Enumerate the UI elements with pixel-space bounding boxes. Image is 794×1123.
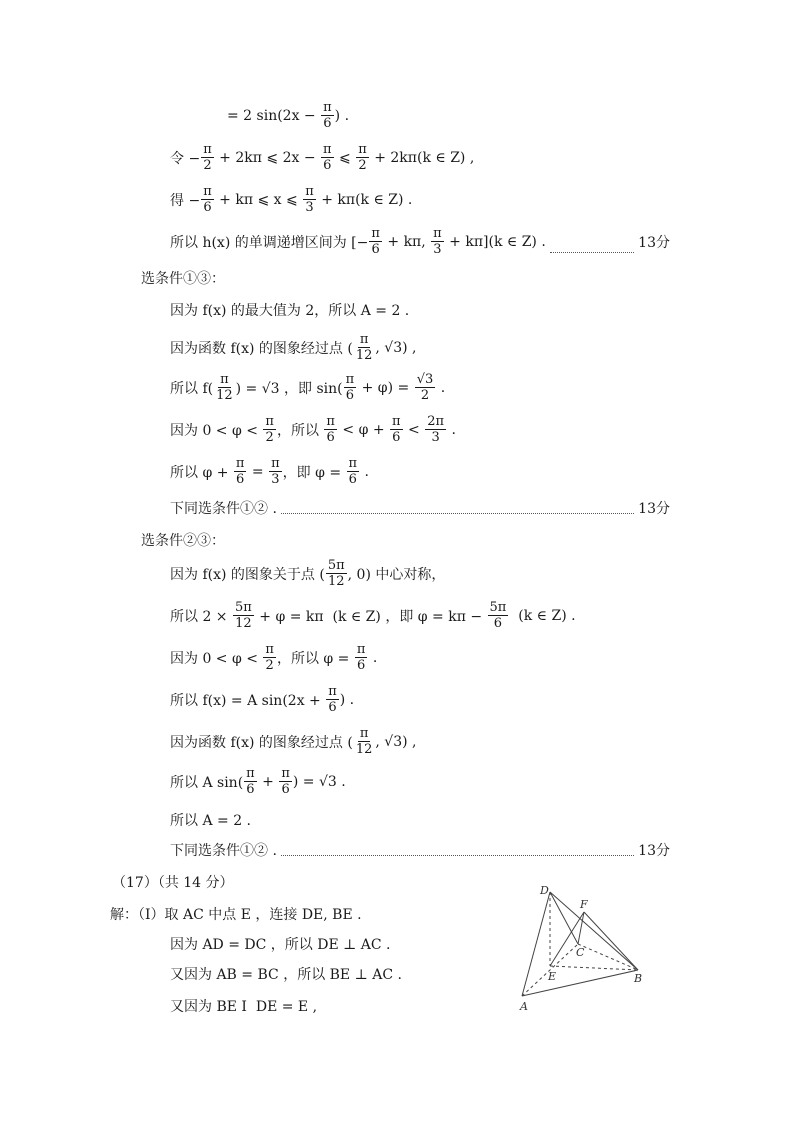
text: 又因为 AB = BC ，所以 BE ⊥ AC . xyxy=(170,967,402,983)
numerator: π xyxy=(323,142,332,157)
score-label: 13分 xyxy=(638,843,670,859)
dot-leader xyxy=(550,242,634,253)
fraction xyxy=(415,372,436,403)
text: , 0) 中心对称， xyxy=(347,566,446,583)
text: 又因为 BE I DE = E , xyxy=(170,999,318,1015)
fraction xyxy=(356,142,369,173)
denominator: 6 xyxy=(323,158,332,173)
text: + φ = kπ (k ∈ Z) ，即 φ = kπ − xyxy=(254,608,487,625)
text: 得 − xyxy=(170,192,201,209)
fraction xyxy=(321,100,334,131)
denominator: 3 xyxy=(305,200,314,215)
edge-FB xyxy=(584,912,638,970)
fraction xyxy=(303,184,316,215)
text-line xyxy=(170,934,391,954)
text-line xyxy=(170,300,409,320)
fraction xyxy=(321,142,334,173)
numerator: π xyxy=(220,372,229,387)
fraction xyxy=(269,456,282,487)
score-label: 13分 xyxy=(638,234,670,251)
denominator: 12 xyxy=(355,348,373,363)
text: . xyxy=(447,421,456,438)
fraction xyxy=(263,414,276,445)
label-A: A xyxy=(520,1000,528,1013)
numerator: 5π xyxy=(235,600,252,615)
fraction xyxy=(390,414,403,445)
text-line-score xyxy=(170,498,670,518)
text: < φ + xyxy=(337,421,390,438)
numerator: π xyxy=(323,100,332,115)
text: 因为 AD = DC ，所以 DE ⊥ AC . xyxy=(170,937,391,953)
text: 因为 f(x) 的图象关于点 ( xyxy=(170,566,325,583)
formula-line-2 xyxy=(170,142,474,173)
text: = xyxy=(247,463,269,480)
formula-line-13 xyxy=(170,558,445,589)
fraction xyxy=(431,226,444,257)
dot-leader xyxy=(281,845,634,856)
text: ) = √3 . xyxy=(292,773,346,790)
text: 下同选条件①② . xyxy=(170,501,277,517)
numerator: π xyxy=(348,456,358,471)
fraction xyxy=(326,684,339,715)
formula-line-9 xyxy=(170,414,456,445)
formula-line-10 xyxy=(170,456,369,487)
denominator: 12 xyxy=(355,742,373,757)
text-line xyxy=(110,904,362,924)
text-line-score xyxy=(170,840,670,860)
fraction xyxy=(347,456,360,487)
formula-line-17 xyxy=(170,726,416,757)
text: + kπ](k ∈ Z) . xyxy=(444,233,546,250)
text: + φ) = xyxy=(357,379,414,396)
text: < xyxy=(403,421,425,438)
numerator: π xyxy=(203,184,212,199)
text: ) . xyxy=(339,691,355,708)
denominator: 6 xyxy=(345,388,355,403)
fraction xyxy=(488,600,509,631)
text: 选条件①③： xyxy=(141,271,225,287)
fraction xyxy=(344,372,357,403)
numerator: π xyxy=(235,456,245,471)
section-heading xyxy=(141,530,225,550)
text: + 2kπ ⩽ 2x − xyxy=(214,149,321,166)
edge-DC xyxy=(550,892,578,944)
numerator: π xyxy=(203,142,212,157)
edge-AB xyxy=(522,970,638,996)
numerator: π xyxy=(326,414,335,429)
text: 选条件②③： xyxy=(141,533,225,549)
denominator: 6 xyxy=(246,782,255,797)
fraction xyxy=(201,142,214,173)
text: ，所以 xyxy=(276,422,324,439)
denominator: 2 xyxy=(265,658,274,673)
text-line xyxy=(170,964,402,984)
numerator: π xyxy=(246,766,255,781)
problem-heading xyxy=(112,872,234,892)
label-D: D xyxy=(540,884,549,897)
denominator: 2 xyxy=(203,158,212,173)
text: 因为 0 < φ < xyxy=(170,422,263,439)
label-E: E xyxy=(548,970,557,983)
text: （17）（共 14 分） xyxy=(112,875,234,891)
text: + kπ, xyxy=(382,233,431,250)
text: 所以 f(x) = A sin(2x + xyxy=(170,692,326,709)
text: . xyxy=(436,379,446,396)
text: 下同选条件①② . xyxy=(170,843,277,859)
numerator: π xyxy=(359,726,369,741)
numerator: π xyxy=(359,332,369,347)
denominator: 6 xyxy=(328,700,337,715)
numerator: π xyxy=(371,226,380,241)
formula-line-3 xyxy=(170,184,412,215)
label-C: C xyxy=(576,946,585,959)
denominator: 6 xyxy=(281,782,290,797)
denominator: 3 xyxy=(433,242,442,257)
text-line xyxy=(170,996,317,1016)
fraction xyxy=(233,600,254,631)
text: ⩽ xyxy=(334,149,356,166)
denominator: 6 xyxy=(392,430,401,445)
numerator: 2π xyxy=(427,414,445,429)
dot-leader xyxy=(281,503,634,514)
formula-line-4 xyxy=(170,226,670,257)
edge-CB-dashed xyxy=(578,944,638,970)
fraction xyxy=(201,184,214,215)
text: 所以 f( xyxy=(170,380,214,397)
fraction xyxy=(263,642,276,673)
denominator: 12 xyxy=(327,574,345,589)
edge-DA xyxy=(522,892,550,996)
denominator: 6 xyxy=(371,242,380,257)
numerator: π xyxy=(265,414,274,429)
fraction xyxy=(324,414,337,445)
denominator: 6 xyxy=(203,200,212,215)
text-line xyxy=(170,810,251,830)
numerator: π xyxy=(265,642,274,657)
text: + xyxy=(257,773,279,790)
text: + 2kπ(k ∈ Z) , xyxy=(369,149,475,166)
numerator: π xyxy=(433,226,442,241)
text: 因为函数 f(x) 的图象经过点 ( xyxy=(170,340,353,357)
denominator: 6 xyxy=(323,116,332,131)
section-heading xyxy=(141,268,225,288)
text: , √3) , xyxy=(375,733,417,750)
denominator: 2 xyxy=(265,430,274,445)
text: 解：（Ⅰ）取 AC 中点 E ，连接 DE, BE . xyxy=(110,907,362,923)
denominator: 6 xyxy=(348,472,357,487)
formula-line-15 xyxy=(170,642,377,673)
text: + kπ(k ∈ Z) . xyxy=(316,191,413,208)
text: 所以 A = 2 . xyxy=(170,813,251,829)
formula-line-8 xyxy=(170,372,445,403)
fraction xyxy=(326,558,347,589)
denominator: 12 xyxy=(235,616,252,631)
label-B: B xyxy=(634,972,643,985)
text: ) . xyxy=(334,107,350,124)
fraction xyxy=(355,642,368,673)
text: 因为函数 f(x) 的图象经过点 ( xyxy=(170,734,353,751)
text: . xyxy=(360,463,369,480)
numerator: π xyxy=(345,372,355,387)
text: ) = √3 ，即 sin( xyxy=(235,380,343,397)
text: 因为 0 < φ < xyxy=(170,650,263,667)
denominator: 3 xyxy=(431,430,440,445)
text: = 2 sin(2x − xyxy=(227,107,321,124)
numerator: √3 xyxy=(416,372,434,387)
text: , √3) , xyxy=(375,339,417,356)
fraction xyxy=(244,766,257,797)
denominator: 3 xyxy=(271,472,280,487)
score-label: 13分 xyxy=(638,501,670,517)
numerator: π xyxy=(356,642,366,657)
denominator: 6 xyxy=(326,430,335,445)
fraction xyxy=(214,372,235,403)
numerator: π xyxy=(358,142,367,157)
formula-line-1 xyxy=(227,100,349,131)
numerator: π xyxy=(305,184,314,199)
numerator: 5π xyxy=(327,558,345,573)
text: 令 − xyxy=(170,150,201,167)
denominator: 6 xyxy=(493,616,503,631)
numerator: π xyxy=(328,684,337,699)
numerator: π xyxy=(392,414,401,429)
denominator: 2 xyxy=(358,158,367,173)
text: 所以 h(x) 的单调递增区间为 [− xyxy=(170,234,369,251)
fraction xyxy=(369,226,382,257)
denominator: 6 xyxy=(356,658,366,673)
formula-line-14 xyxy=(170,600,576,631)
formula-line-16 xyxy=(170,684,354,715)
denominator: 2 xyxy=(420,388,430,403)
formula-line-7 xyxy=(170,332,416,363)
numerator: π xyxy=(271,456,280,471)
text: ，所以 φ = xyxy=(276,650,354,667)
tetrahedron-figure xyxy=(510,878,670,1018)
text: . xyxy=(368,649,378,666)
text: 所以 φ + xyxy=(170,464,233,481)
fraction xyxy=(279,766,292,797)
denominator: 12 xyxy=(216,388,233,403)
fraction xyxy=(354,726,375,757)
text: ，即 φ = xyxy=(282,464,346,481)
label-F: F xyxy=(580,898,588,911)
fraction xyxy=(234,456,247,487)
numerator: π xyxy=(281,766,290,781)
edge-EB-dashed xyxy=(550,966,638,970)
formula-line-18 xyxy=(170,766,346,797)
text: 所以 A sin( xyxy=(170,774,244,791)
text: 因为 f(x) 的最大值为 2，所以 A = 2 . xyxy=(170,303,410,319)
numerator: 5π xyxy=(489,600,507,615)
fraction xyxy=(425,414,446,445)
text: 所以 2 × xyxy=(170,608,232,625)
fraction xyxy=(354,332,375,363)
text: (k ∈ Z) . xyxy=(509,607,576,624)
text: + kπ ⩽ x ⩽ xyxy=(214,191,303,208)
denominator: 6 xyxy=(236,472,245,487)
